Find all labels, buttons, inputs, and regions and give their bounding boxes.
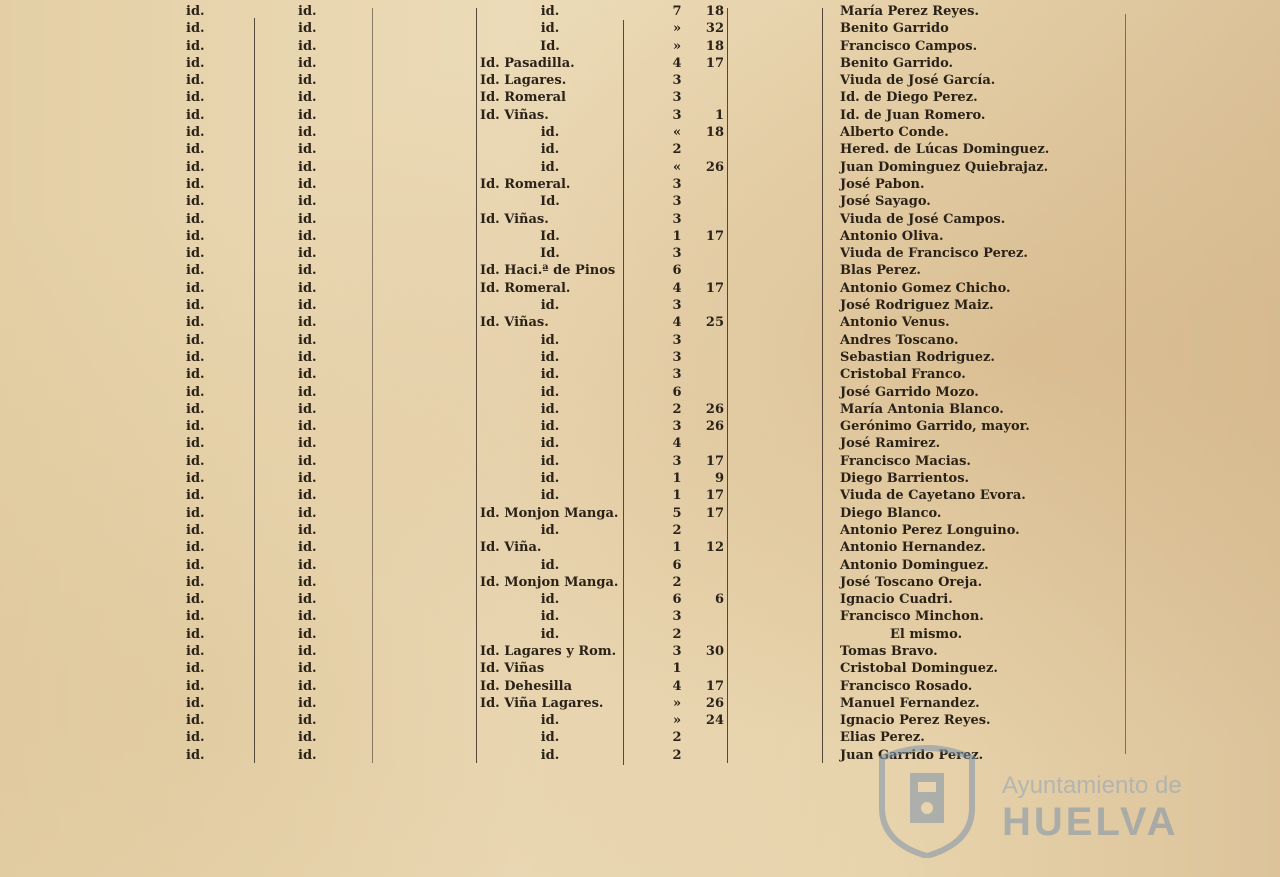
place-cell: id.	[186, 730, 205, 746]
site-cell: Id. Romeral.	[480, 176, 571, 192]
units-cell: 4	[672, 55, 682, 71]
owner-cell: Antonio Perez Longuino.	[840, 522, 1020, 538]
place-cell: id.	[298, 453, 317, 469]
units-cell: 3	[672, 453, 682, 469]
place-cell: id.	[186, 574, 205, 590]
units-cell: 4	[672, 678, 682, 694]
place-cell: id.	[186, 4, 205, 19]
units-cell: 3	[672, 349, 682, 365]
place-cell: id.	[298, 228, 317, 244]
owner-cell: El mismo.	[890, 626, 963, 642]
owner-cell: José Garrido Mozo.	[840, 384, 979, 400]
place-cell: id.	[186, 609, 205, 625]
owner-cell: Andres Toscano.	[840, 332, 959, 348]
units-cell: «	[672, 125, 682, 141]
units-cell: 3	[672, 107, 682, 123]
units-cell: 3	[672, 246, 682, 262]
table-row	[0, 176, 1280, 193]
owner-cell: Francisco Macias.	[840, 453, 971, 469]
owner-cell: Sebastian Rodriguez.	[840, 349, 995, 365]
owner-cell: Antonio Oliva.	[840, 228, 944, 244]
place-cell: id.	[298, 436, 317, 452]
place-cell: id.	[298, 349, 317, 365]
owner-cell: Blas Perez.	[840, 263, 921, 279]
place-cell: id.	[298, 246, 317, 262]
fraction-cell: 17	[705, 280, 724, 296]
units-cell: 3	[672, 419, 682, 435]
units-cell: 1	[672, 661, 682, 677]
owner-cell: Viuda de Francisco Perez.	[840, 246, 1028, 262]
fraction-cell: 17	[705, 505, 724, 521]
place-cell: id.	[186, 107, 205, 123]
table-row	[0, 591, 1280, 608]
place-cell: id.	[298, 730, 317, 746]
place-cell: id.	[186, 436, 205, 452]
table-row	[0, 107, 1280, 124]
place-cell: id.	[298, 661, 317, 677]
place-cell: id.	[186, 298, 205, 314]
place-cell: id.	[186, 142, 205, 158]
fraction-cell: 26	[705, 695, 724, 711]
fraction-cell: 30	[705, 643, 724, 659]
site-cell: id.	[540, 453, 560, 469]
table-row	[0, 453, 1280, 470]
site-cell: id.	[540, 609, 560, 625]
site-cell: Id. Lagares y Rom.	[480, 643, 617, 659]
site-cell: id.	[540, 522, 560, 538]
site-cell: id.	[540, 298, 560, 314]
units-cell: 3	[672, 194, 682, 210]
owner-cell: Ignacio Cuadri.	[840, 592, 953, 608]
place-cell: id.	[298, 488, 317, 504]
site-cell: Id. Viñas	[480, 661, 545, 677]
site-cell: Id.	[540, 228, 560, 244]
owner-cell: José Toscano Oreja.	[840, 574, 983, 590]
site-cell: id.	[540, 488, 560, 504]
place-cell: id.	[186, 90, 205, 106]
fraction-cell: 26	[705, 159, 724, 175]
site-cell: id.	[540, 730, 560, 746]
table-row	[0, 435, 1280, 452]
site-cell: id.	[540, 21, 560, 37]
owner-cell: Francisco Minchon.	[840, 609, 984, 625]
place-cell: id.	[298, 159, 317, 175]
owner-cell: Antonio Gomez Chicho.	[840, 280, 1011, 296]
place-cell: id.	[298, 678, 317, 694]
site-cell: Id. Viñas.	[480, 107, 549, 123]
table-row	[0, 539, 1280, 556]
units-cell: 3	[672, 643, 682, 659]
units-cell: »	[672, 21, 682, 37]
place-cell: id.	[186, 211, 205, 227]
units-cell: »	[672, 695, 682, 711]
owner-cell: María Perez Reyes.	[840, 4, 980, 19]
site-cell: id.	[540, 436, 560, 452]
place-cell: id.	[186, 332, 205, 348]
place-cell: id.	[186, 349, 205, 365]
owner-cell: Cristobal Franco.	[840, 367, 966, 383]
place-cell: id.	[186, 505, 205, 521]
table-row	[0, 141, 1280, 158]
place-cell: id.	[298, 107, 317, 123]
place-cell: id.	[298, 125, 317, 141]
units-cell: 1	[672, 488, 682, 504]
table-row	[0, 366, 1280, 383]
units-cell: 4	[672, 280, 682, 296]
place-cell: id.	[186, 367, 205, 383]
place-cell: id.	[186, 263, 205, 279]
place-cell: id.	[186, 453, 205, 469]
fraction-cell: 1	[714, 107, 724, 123]
place-cell: id.	[186, 194, 205, 210]
fraction-cell: 24	[705, 713, 724, 729]
site-cell: Id. Viñas.	[480, 211, 549, 227]
table-row	[0, 574, 1280, 591]
fraction-cell: 17	[705, 55, 724, 71]
place-cell: id.	[298, 419, 317, 435]
place-cell: id.	[298, 574, 317, 590]
place-cell: id.	[298, 540, 317, 556]
place-cell: id.	[186, 246, 205, 262]
table-row	[0, 608, 1280, 625]
site-cell: Id. Haci.ª de Pinos	[480, 263, 616, 279]
table-row	[0, 228, 1280, 245]
units-cell: 2	[672, 574, 682, 590]
place-cell: id.	[298, 315, 317, 331]
table-row	[0, 124, 1280, 141]
site-cell: Id. Viña Lagares.	[480, 695, 604, 711]
units-cell: 1	[672, 540, 682, 556]
site-cell: Id. Viña.	[480, 540, 542, 556]
units-cell: »	[672, 713, 682, 729]
watermark-line2: HUELVA	[1002, 800, 1179, 844]
owner-cell: Francisco Rosado.	[840, 678, 973, 694]
fraction-cell: 17	[705, 228, 724, 244]
place-cell: id.	[298, 55, 317, 71]
table-row	[0, 505, 1280, 522]
units-cell: 3	[672, 176, 682, 192]
site-cell: id.	[540, 401, 560, 417]
fraction-cell: 26	[705, 401, 724, 417]
owner-cell: Manuel Fernandez.	[840, 695, 980, 711]
units-cell: 2	[672, 626, 682, 642]
units-cell: 4	[672, 436, 682, 452]
site-cell: id.	[540, 557, 560, 573]
place-cell: id.	[298, 176, 317, 192]
table-row	[0, 557, 1280, 574]
place-cell: id.	[186, 401, 205, 417]
site-cell: id.	[540, 471, 560, 487]
site-cell: id.	[540, 159, 560, 175]
units-cell: 6	[672, 592, 682, 608]
site-cell: id.	[540, 367, 560, 383]
units-cell: «	[672, 159, 682, 175]
register-table	[0, 3, 1280, 764]
place-cell: id.	[186, 695, 205, 711]
units-cell: 5	[672, 505, 682, 521]
fraction-cell: 18	[705, 38, 724, 54]
owner-cell: Antonio Hernandez.	[840, 540, 986, 556]
place-cell: id.	[298, 38, 317, 54]
place-cell: id.	[298, 643, 317, 659]
site-cell: Id. Viñas.	[480, 315, 549, 331]
owner-cell: Hered. de Lúcas Dominguez.	[840, 142, 1050, 158]
table-row	[0, 314, 1280, 331]
owner-cell: José Sayago.	[840, 194, 931, 210]
site-cell: id.	[540, 747, 560, 763]
fraction-cell: 26	[705, 419, 724, 435]
units-cell: 2	[672, 747, 682, 763]
owner-cell: Diego Blanco.	[840, 505, 942, 521]
units-cell: 6	[672, 384, 682, 400]
place-cell: id.	[298, 367, 317, 383]
site-cell: id.	[540, 349, 560, 365]
owner-cell: María Antonia Blanco.	[840, 401, 1004, 417]
place-cell: id.	[298, 626, 317, 642]
place-cell: id.	[186, 125, 205, 141]
fraction-cell: 32	[705, 21, 724, 37]
table-row	[0, 20, 1280, 37]
units-cell: 3	[672, 609, 682, 625]
units-cell: 3	[672, 332, 682, 348]
place-cell: id.	[186, 713, 205, 729]
table-row	[0, 245, 1280, 262]
owner-cell: Id. de Diego Perez.	[840, 90, 978, 106]
owner-cell: Tomas Bravo.	[840, 643, 938, 659]
place-cell: id.	[186, 626, 205, 642]
table-row	[0, 262, 1280, 279]
table-row	[0, 626, 1280, 643]
place-cell: id.	[298, 73, 317, 89]
table-row	[0, 55, 1280, 72]
site-cell: Id. Pasadilla.	[480, 55, 575, 71]
place-cell: id.	[298, 298, 317, 314]
units-cell: 2	[672, 730, 682, 746]
place-cell: id.	[298, 505, 317, 521]
table-row	[0, 211, 1280, 228]
site-cell: id.	[540, 332, 560, 348]
site-cell: id.	[540, 592, 560, 608]
site-cell: Id. Romeral	[480, 90, 566, 106]
table-row	[0, 384, 1280, 401]
fraction-cell: 17	[705, 488, 724, 504]
fraction-cell: 17	[705, 678, 724, 694]
table-row	[0, 38, 1280, 55]
site-cell: Id.	[540, 194, 560, 210]
place-cell: id.	[186, 176, 205, 192]
place-cell: id.	[186, 159, 205, 175]
table-row	[0, 280, 1280, 297]
place-cell: id.	[298, 695, 317, 711]
owner-cell: José Ramirez.	[840, 436, 941, 452]
owner-cell: Juan Dominguez Quiebrajaz.	[840, 159, 1049, 175]
table-row	[0, 418, 1280, 435]
units-cell: 4	[672, 315, 682, 331]
place-cell: id.	[186, 38, 205, 54]
watermark-line1: Ayuntamiento de	[1002, 772, 1182, 799]
site-cell: id.	[540, 125, 560, 141]
place-cell: id.	[186, 557, 205, 573]
site-cell: Id.	[540, 246, 560, 262]
table-row	[0, 712, 1280, 729]
place-cell: id.	[186, 592, 205, 608]
place-cell: id.	[298, 211, 317, 227]
table-row	[0, 522, 1280, 539]
owner-cell: Juan Garrido Perez.	[840, 747, 984, 763]
owner-cell: José Pabon.	[840, 176, 925, 192]
place-cell: id.	[298, 332, 317, 348]
units-cell: 7	[672, 4, 682, 19]
owner-cell: Viuda de José Campos.	[840, 211, 1006, 227]
site-cell: Id. Monjon Manga.	[480, 574, 619, 590]
table-row	[0, 159, 1280, 176]
place-cell: id.	[186, 280, 205, 296]
place-cell: id.	[186, 315, 205, 331]
owner-cell: Gerónimo Garrido, mayor.	[840, 419, 1030, 435]
table-row	[0, 297, 1280, 314]
fraction-cell: 12	[705, 540, 724, 556]
table-row	[0, 72, 1280, 89]
place-cell: id.	[298, 522, 317, 538]
units-cell: 2	[672, 401, 682, 417]
table-row	[0, 89, 1280, 106]
table-row	[0, 332, 1280, 349]
table-row	[0, 643, 1280, 660]
place-cell: id.	[298, 142, 317, 158]
coat-of-arms-icon	[872, 738, 982, 858]
fraction-cell: 17	[705, 453, 724, 469]
owner-cell: Francisco Campos.	[840, 38, 978, 54]
table-row	[0, 487, 1280, 504]
place-cell: id.	[186, 488, 205, 504]
table-row	[0, 193, 1280, 210]
place-cell: id.	[298, 194, 317, 210]
units-cell: 3	[672, 73, 682, 89]
units-cell: 1	[672, 471, 682, 487]
units-cell: »	[672, 38, 682, 54]
site-cell: id.	[540, 4, 560, 19]
site-cell: Id.	[540, 38, 560, 54]
fraction-cell: 9	[714, 471, 724, 487]
site-cell: id.	[540, 142, 560, 158]
place-cell: id.	[186, 471, 205, 487]
place-cell: id.	[298, 401, 317, 417]
place-cell: id.	[298, 90, 317, 106]
place-cell: id.	[186, 228, 205, 244]
units-cell: 3	[672, 298, 682, 314]
units-cell: 6	[672, 557, 682, 573]
place-cell: id.	[186, 522, 205, 538]
owner-cell: Viuda de José García.	[840, 73, 996, 89]
owner-cell: José Rodriguez Maiz.	[840, 298, 994, 314]
owner-cell: Elias Perez.	[840, 730, 925, 746]
owner-cell: Benito Garrido	[840, 21, 949, 37]
place-cell: id.	[186, 678, 205, 694]
place-cell: id.	[186, 643, 205, 659]
units-cell: 3	[672, 211, 682, 227]
place-cell: id.	[298, 747, 317, 763]
place-cell: id.	[186, 21, 205, 37]
table-row	[0, 401, 1280, 418]
place-cell: id.	[186, 73, 205, 89]
site-cell: id.	[540, 713, 560, 729]
owner-cell: Ignacio Perez Reyes.	[840, 713, 991, 729]
place-cell: id.	[298, 280, 317, 296]
fraction-cell: 18	[705, 125, 724, 141]
site-cell: id.	[540, 384, 560, 400]
owner-cell: Diego Barrientos.	[840, 471, 970, 487]
site-cell: Id. Lagares.	[480, 73, 567, 89]
place-cell: id.	[186, 55, 205, 71]
table-row	[0, 678, 1280, 695]
place-cell: id.	[186, 419, 205, 435]
place-cell: id.	[298, 609, 317, 625]
place-cell: id.	[298, 384, 317, 400]
units-cell: 2	[672, 142, 682, 158]
fraction-cell: 25	[705, 315, 724, 331]
place-cell: id.	[298, 263, 317, 279]
table-row	[0, 349, 1280, 366]
place-cell: id.	[298, 713, 317, 729]
owner-cell: Alberto Conde.	[840, 125, 949, 141]
fraction-cell: 18	[705, 4, 724, 19]
site-cell: Id. Monjon Manga.	[480, 505, 619, 521]
place-cell: id.	[298, 592, 317, 608]
fraction-cell: 6	[714, 592, 724, 608]
place-cell: id.	[186, 540, 205, 556]
table-row	[0, 660, 1280, 677]
units-cell: 3	[672, 367, 682, 383]
owner-cell: Id. de Juan Romero.	[840, 107, 986, 123]
site-cell: id.	[540, 419, 560, 435]
table-row	[0, 695, 1280, 712]
owner-cell: Antonio Venus.	[840, 315, 950, 331]
place-cell: id.	[298, 4, 317, 19]
units-cell: 6	[672, 263, 682, 279]
owner-cell: Antonio Dominguez.	[840, 557, 989, 573]
table-row	[0, 470, 1280, 487]
place-cell: id.	[186, 747, 205, 763]
units-cell: 3	[672, 90, 682, 106]
owner-cell: Cristobal Dominguez.	[840, 661, 998, 677]
place-cell: id.	[298, 471, 317, 487]
watermark-logo	[872, 738, 1202, 858]
units-cell: 1	[672, 228, 682, 244]
site-cell: id.	[540, 626, 560, 642]
place-cell: id.	[186, 661, 205, 677]
site-cell: Id. Dehesilla	[480, 678, 573, 694]
units-cell: 2	[672, 522, 682, 538]
site-cell: Id. Romeral.	[480, 280, 571, 296]
place-cell: id.	[186, 384, 205, 400]
owner-cell: Benito Garrido.	[840, 55, 954, 71]
place-cell: id.	[298, 557, 317, 573]
owner-cell: Viuda de Cayetano Evora.	[840, 488, 1026, 504]
place-cell: id.	[298, 21, 317, 37]
table-row	[0, 3, 1280, 20]
